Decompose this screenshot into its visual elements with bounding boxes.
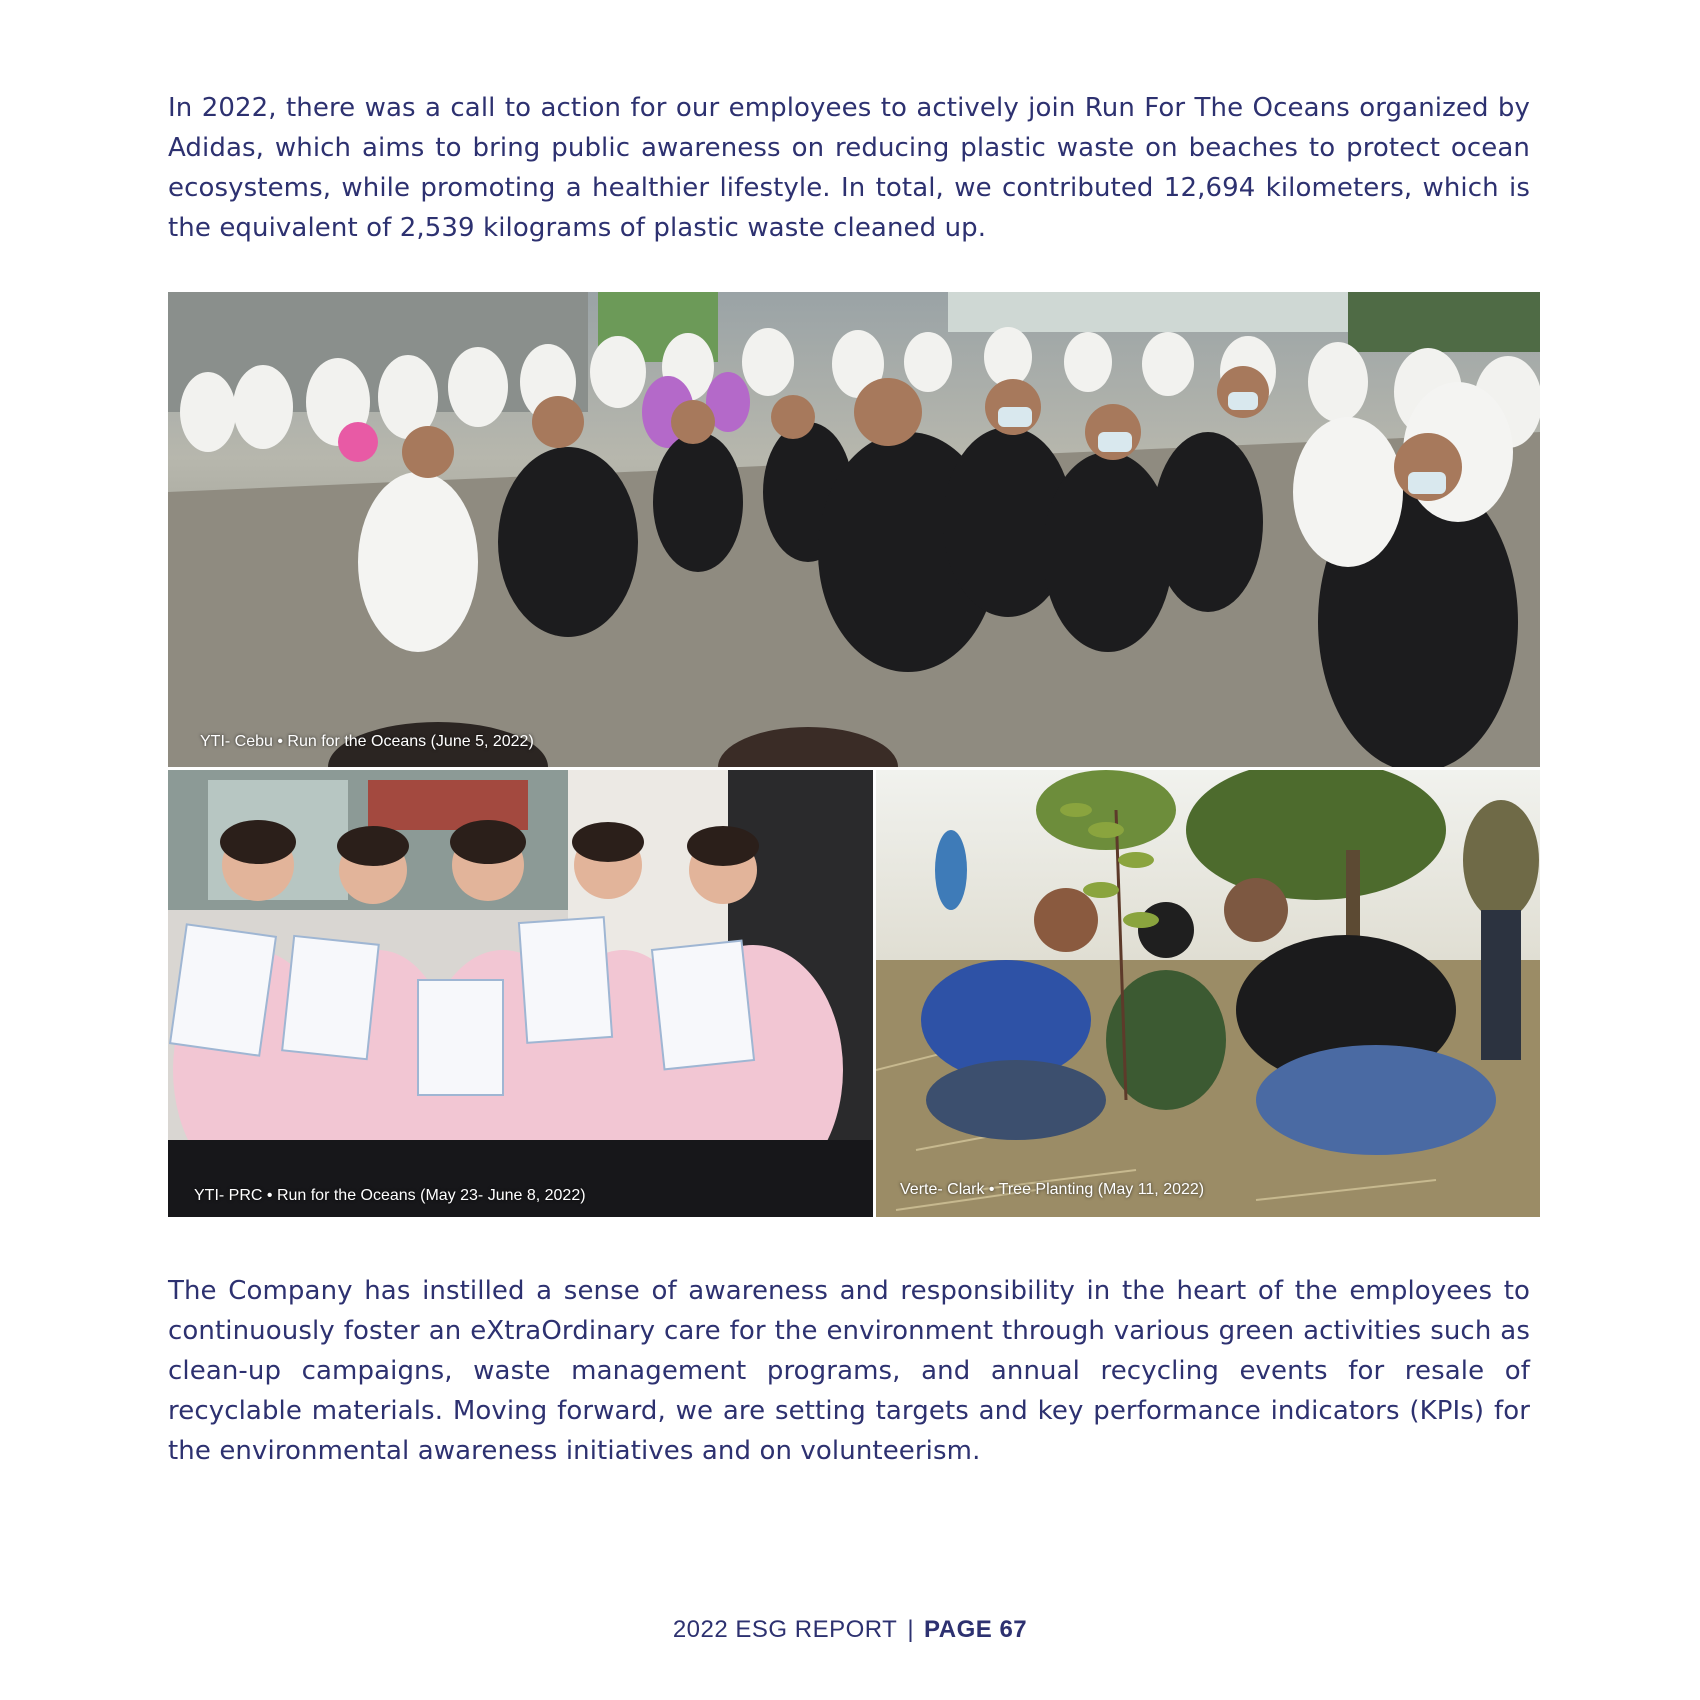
caption-prc: YTI- PRC • Run for the Oceans (May 23- June 8, 2022) <box>194 1187 586 1204</box>
intro-paragraph: In 2022, there was a call to action for our employees to actively join Run For The Oceans organized by Adidas, which aims to bring public awareness on reducing plastic waste on beaches to protect ocean ecosystems, while promoting a healthier lifestyle. In total, we contributed 12,694 kilometers, which is the equivalent of 2,539 kilograms of plastic waste cleaned up. <box>168 93 1530 243</box>
photo-cebu-run <box>168 292 1540 767</box>
tree-planting-illustration <box>876 770 1540 1217</box>
closing-paragraph: The Company has instilled a sense of awareness and responsibility in the heart of the employees to continuously foster an eXtraOrdinary care for the environment through various green activities such as clean-up campaigns, waste management programs, and annual recycling events for resale of recyclable materials. Moving forward, we are setting targets and key performance indicators (KPIs) for the environmental awareness initiatives and on volunteerism. <box>168 1276 1530 1466</box>
group-with-certificates-illustration <box>168 770 873 1217</box>
photo-clark-tree-planting <box>876 770 1540 1217</box>
footer-page-number: PAGE 67 <box>924 1616 1028 1643</box>
photo-prc-group <box>168 770 873 1217</box>
page-footer <box>0 1616 1700 1644</box>
footer-report-title: 2022 ESG REPORT <box>672 1616 898 1643</box>
caption-clark: Verte- Clark • Tree Planting (May 11, 2022) <box>900 1181 1205 1198</box>
caption-cebu: YTI- Cebu • Run for the Oceans (June 5, 2022) <box>200 733 534 750</box>
footer-separator: | <box>907 1616 915 1643</box>
crowd-run-illustration <box>168 292 1540 767</box>
